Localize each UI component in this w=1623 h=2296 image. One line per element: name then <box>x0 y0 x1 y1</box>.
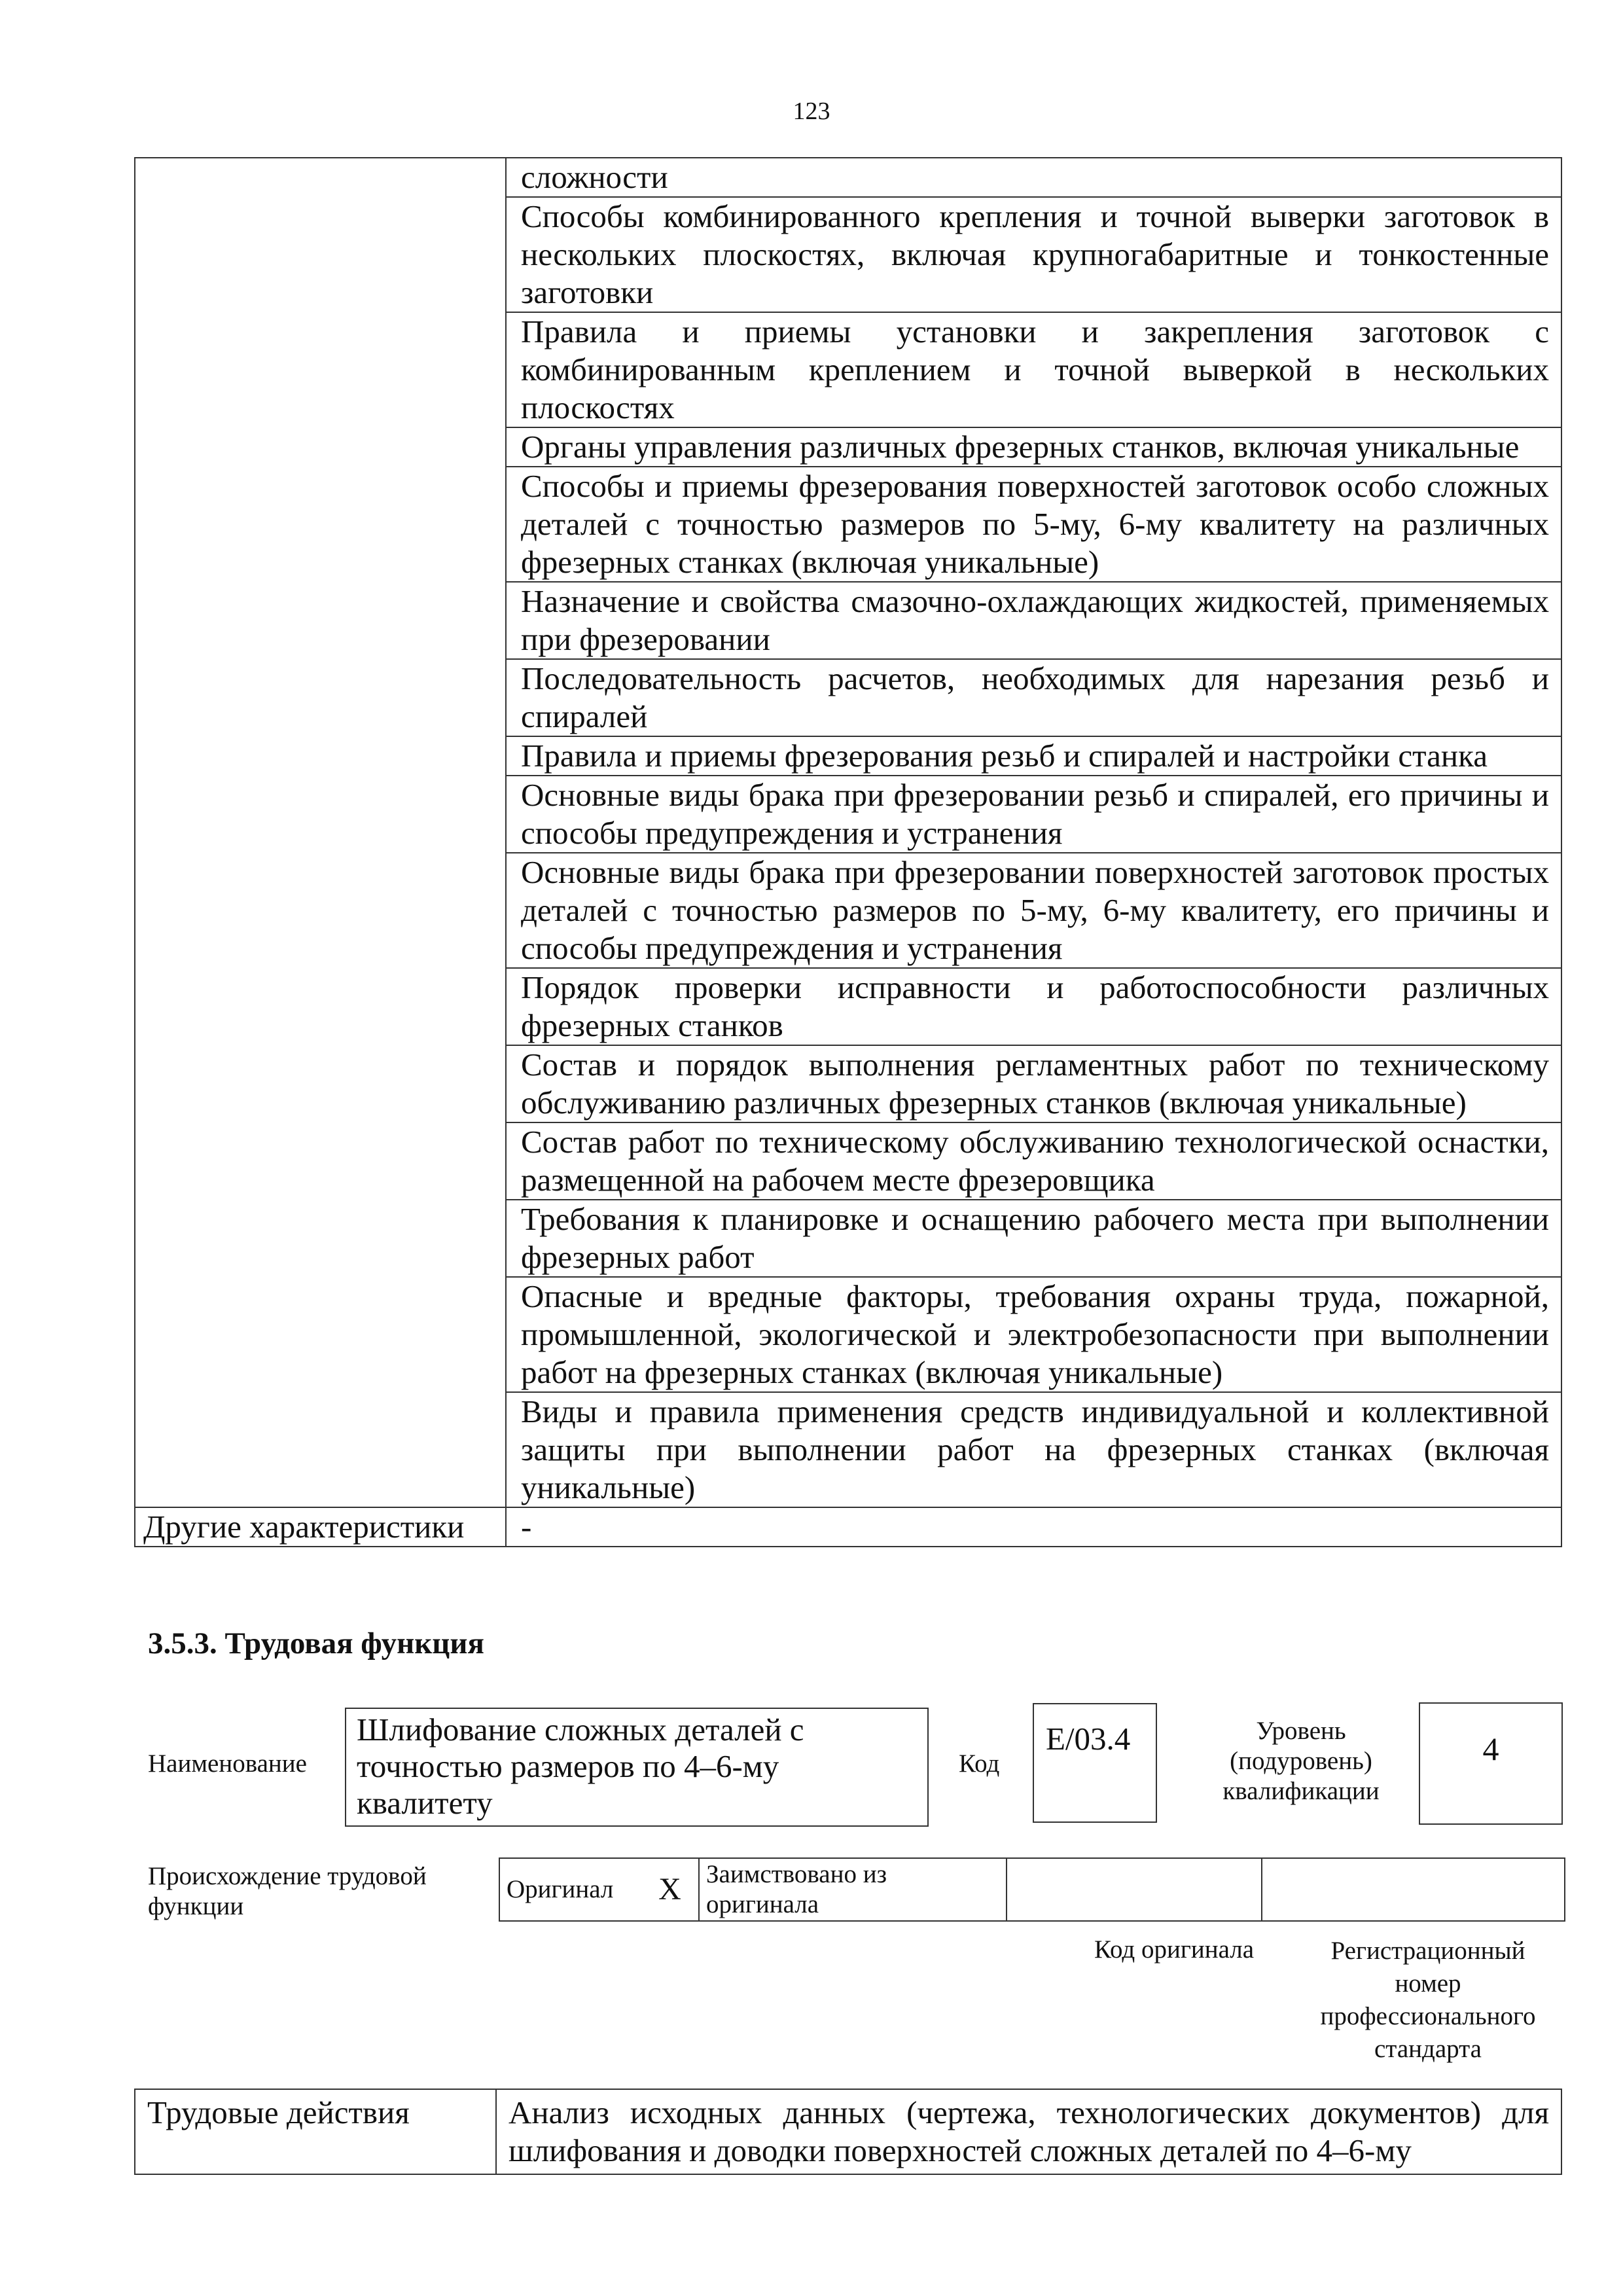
borrowed-label: Заимствовано из оригинала <box>699 1858 1007 1921</box>
table-cell: Способы комбинированного крепления и точной выверки заготовок в нескольких плоскостях, включая крупногабаритные и тонкостенные заготовки <box>506 197 1561 312</box>
table-cell: Правила и приемы фрезерования резьб и спиралей и настройки станка <box>506 736 1561 776</box>
page-number: 123 <box>793 98 830 125</box>
function-name-value: Шлифование сложных деталей с точностью размеров по 4–6-му квалитету <box>357 1712 804 1821</box>
level-label: Уровень (подуровень) квалификации <box>1222 1717 1380 1805</box>
knowledge-table <box>134 157 1562 1547</box>
level-value: 4 <box>1482 1731 1499 1767</box>
table-cell: Назначение и свойства смазочно-охлаждающих жидкостей, применяемых при фрезеровании <box>506 582 1561 659</box>
original-mark: X <box>641 1858 699 1921</box>
knowledge-label-cell <box>135 158 506 1507</box>
table-cell: Порядок проверки исправности и работоспособности различных фрезерных станков <box>506 968 1561 1045</box>
labour-actions-text: Анализ исходных данных (чертежа, технологических документов) для шлифования и доводки поверхностей сложных деталей по 4–6-му <box>496 2089 1561 2174</box>
labour-actions-table <box>134 2089 1562 2175</box>
code-label: Код <box>959 1749 1000 1778</box>
origin-table <box>499 1857 1565 1922</box>
table-row <box>135 158 1561 197</box>
table-cell: Органы управления различных фрезерных станков, включая уникальные <box>506 427 1561 467</box>
origin-label: Происхождение трудовой функции <box>148 1862 427 1920</box>
table-row <box>499 1858 1565 1921</box>
table-cell: Основные виды брака при фрезеровании резьб и спиралей, его причины и способы предупреждения и устранения <box>506 776 1561 853</box>
other-characteristics-label: Другие характеристики <box>135 1507 506 1547</box>
labour-actions-label: Трудовые действия <box>135 2089 496 2174</box>
table-cell: Состав работ по техническому обслуживанию технологической оснастки, размещенной на рабочем месте фрезеровщика <box>506 1122 1561 1200</box>
code-box <box>1033 1703 1157 1823</box>
table-cell: Способы и приемы фрезерования поверхностей заготовок особо сложных деталей с точностью размеров по 5-му, 6-му квалитету на различных фрезерных станках (включая уникальные) <box>506 467 1561 582</box>
origin-code-caption: Код оригинала <box>1094 1935 1255 1964</box>
table-row <box>135 1507 1561 1547</box>
reg-number-cell <box>1262 1858 1565 1921</box>
original-label: Оригинал <box>499 1858 641 1921</box>
table-cell: Основные виды брака при фрезеровании поверхностей заготовок простых деталей с точностью размеров по 5-му, 6-му квалитету, его причины и способы предупреждения и устранения <box>506 853 1561 968</box>
reg-number-caption: Регистрационный номер профессионального стандарта <box>1320 1937 1536 2063</box>
other-characteristics-value: - <box>506 1507 1561 1547</box>
table-cell: Опасные и вредные факторы, требования охраны труда, пожарной, промышленной, экологической и электробезопасности при выполнении работ на фрезерных станках (включая уникальные) <box>506 1277 1561 1392</box>
section-heading: 3.5.3. Трудовая функция <box>148 1626 484 1660</box>
code-value: E/03.4 <box>1046 1721 1131 1757</box>
table-cell: Требования к планировке и оснащению рабочего места при выполнении фрезерных работ <box>506 1200 1561 1277</box>
table-cell: Правила и приемы установки и закрепления заготовок с комбинированным креплением и точной выверкой в нескольких плоскостях <box>506 312 1561 427</box>
table-cell: сложности <box>506 158 1561 197</box>
level-box <box>1419 1702 1563 1825</box>
table-cell: Состав и порядок выполнения регламентных работ по техническому обслуживанию различных фрезерных станков (включая уникальные) <box>506 1045 1561 1122</box>
table-cell: Последовательность расчетов, необходимых для нарезания резьб и спиралей <box>506 659 1561 736</box>
table-cell: Виды и правила применения средств индивидуальной и коллективной защиты при выполнении работ на фрезерных станках (включая уникальные) <box>506 1392 1561 1507</box>
name-label: Наименование <box>148 1749 307 1778</box>
origin-code-cell <box>1007 1858 1262 1921</box>
table-row <box>135 2089 1561 2174</box>
function-name-box <box>345 1708 929 1827</box>
